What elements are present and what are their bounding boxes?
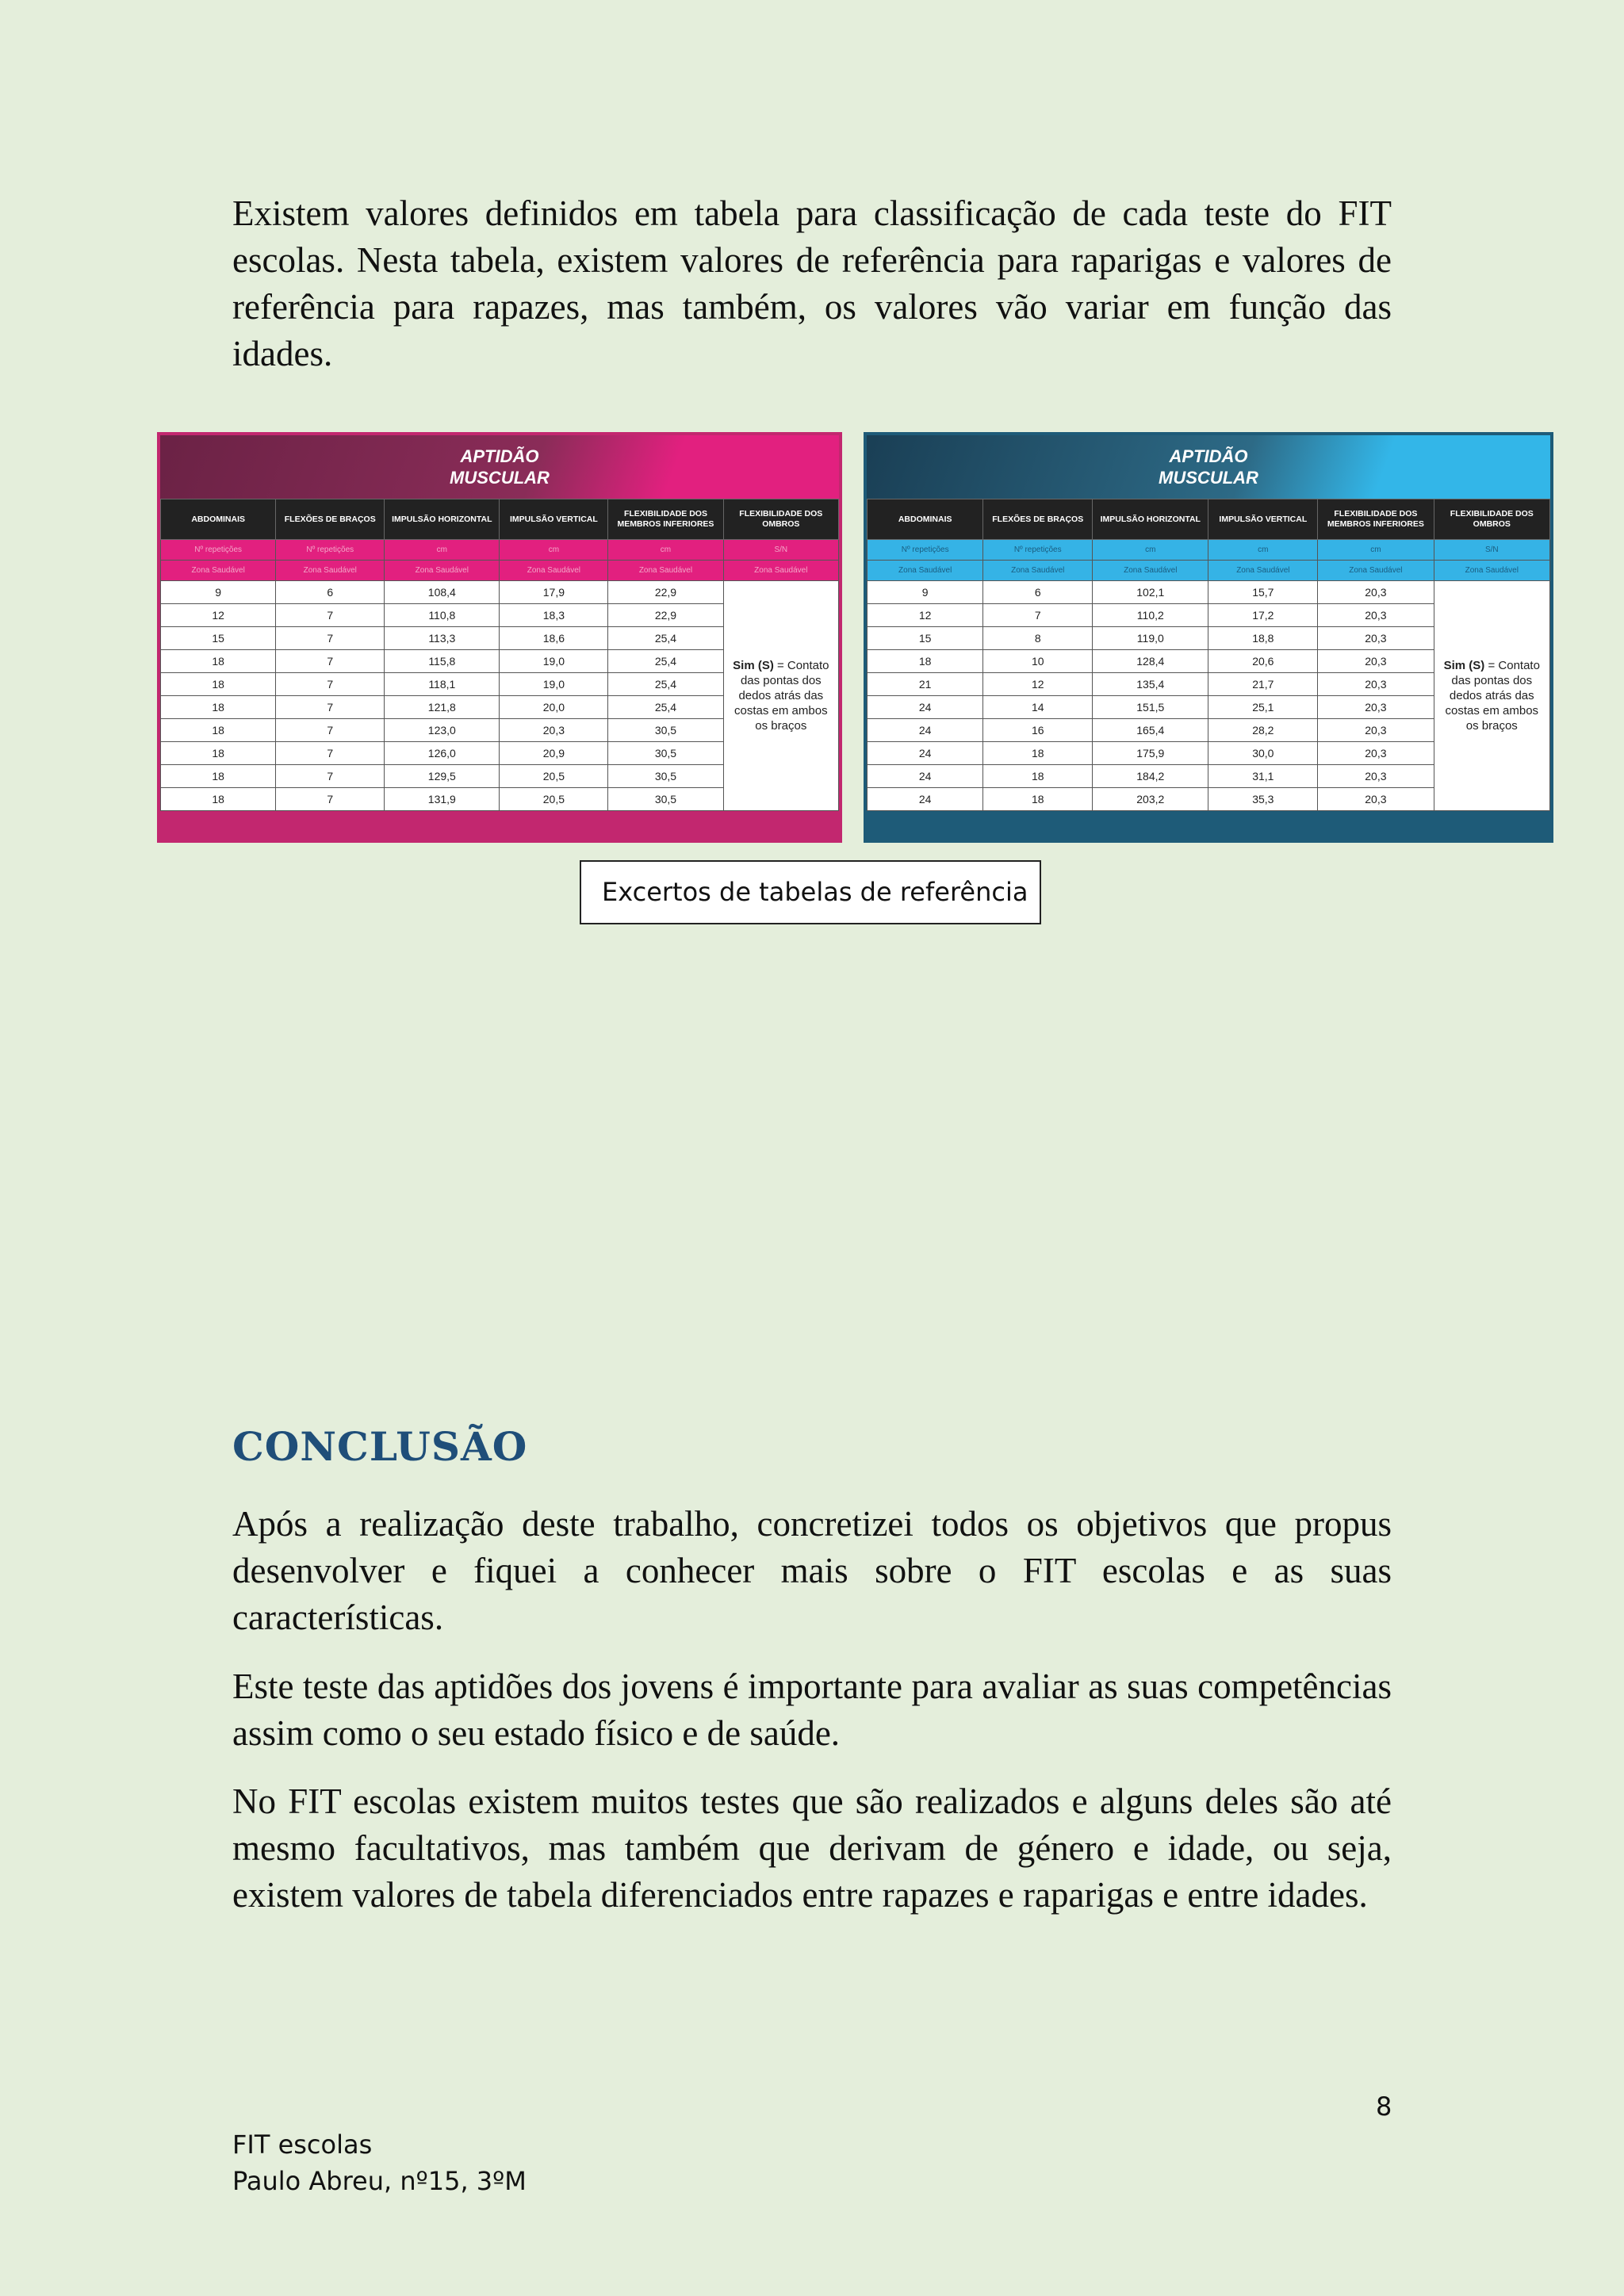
table-cell: 18: [161, 696, 276, 719]
zone-cell: Zona Saudável: [1093, 561, 1208, 581]
table-cell: 131,9: [385, 788, 500, 811]
table-cell: 7: [276, 788, 385, 811]
zone-cell: Zona Saudável: [723, 561, 838, 581]
unit-cell: S/N: [1434, 540, 1549, 561]
column-header: FLEXÕES DE BRAÇOS: [276, 499, 385, 540]
table-cell: 15: [868, 627, 983, 650]
column-header: FLEXIBILIDADE DOS MEMBROS INFERIORES: [1318, 499, 1434, 540]
table-cell: 12: [983, 673, 1093, 696]
reference-grid: [867, 499, 1550, 811]
table-cell: 123,0: [385, 719, 500, 742]
table-cell: 15: [161, 627, 276, 650]
table-cell: 31,1: [1208, 765, 1318, 788]
table-cell: 20,0: [500, 696, 608, 719]
table-cell: 19,0: [500, 650, 608, 673]
table-cell: 7: [276, 604, 385, 627]
table-cell: 7: [276, 627, 385, 650]
table-cell: 6: [983, 581, 1093, 604]
table-cell: 20,6: [1208, 650, 1318, 673]
table-cell: 24: [868, 742, 983, 765]
table-cell: 18: [161, 765, 276, 788]
table-cell: 16: [983, 719, 1093, 742]
footer-title: FIT escolas: [232, 2130, 373, 2160]
column-header: FLEXIBILIDADE DOS OMBROS: [1434, 499, 1549, 540]
table-cell: 135,4: [1093, 673, 1208, 696]
column-header: IMPULSÃO HORIZONTAL: [385, 499, 500, 540]
table-cell: 24: [868, 696, 983, 719]
table-cell: 7: [276, 696, 385, 719]
table-cell: 30,5: [608, 765, 723, 788]
table-cell: 8: [983, 627, 1093, 650]
zone-cell: Zona Saudável: [500, 561, 608, 581]
table-cell: 17,9: [500, 581, 608, 604]
table-cell: 108,4: [385, 581, 500, 604]
table-cell: 20,3: [1318, 627, 1434, 650]
table-cell: 20,3: [1318, 604, 1434, 627]
zone-cell: Zona Saudável: [868, 561, 983, 581]
table-cell: 28,2: [1208, 719, 1318, 742]
conclusion-paragraph: Após a realização deste trabalho, concretizei todos os objetivos que propus desenvolver e fiquei a conhecer mais sobre o FIT escolas e as suas características.: [232, 1504, 1392, 1637]
unit-cell: Nº repetições: [983, 540, 1093, 561]
table-cell: 165,4: [1093, 719, 1208, 742]
table-title: APTIDÃO MUSCULAR: [1159, 446, 1258, 488]
table-cell: 18: [868, 650, 983, 673]
zone-cell: Zona Saudável: [1434, 561, 1549, 581]
table-cell: 12: [868, 604, 983, 627]
note-bold: Sim (S): [733, 659, 774, 672]
unit-cell: cm: [1318, 540, 1434, 561]
section-heading: CONCLUSÃO: [232, 1423, 528, 1470]
shoulder-note-cell: [723, 581, 838, 811]
table-cell: 20,3: [1318, 742, 1434, 765]
zone-cell: Zona Saudável: [161, 561, 276, 581]
table-cell: 18: [161, 742, 276, 765]
column-header: FLEXIBILIDADE DOS OMBROS: [723, 499, 838, 540]
note-text: = Contato das pontas dos dedos atrás das costas em ambos os braços: [734, 659, 829, 733]
header-row: [161, 499, 839, 540]
note-bold: Sim (S): [1443, 659, 1485, 672]
table-cell: 113,3: [385, 627, 500, 650]
table-cell: 119,0: [1093, 627, 1208, 650]
table-cell: 18: [161, 673, 276, 696]
table-cell: 7: [276, 765, 385, 788]
zone-cell: Zona Saudável: [1318, 561, 1434, 581]
unit-cell: cm: [385, 540, 500, 561]
conclusion-paragraph: Este teste das aptidões dos jovens é importante para avaliar as suas competências assim como o seu estado físico e de saúde.: [232, 1667, 1392, 1753]
table-cell: 24: [868, 788, 983, 811]
zone-row: [161, 561, 839, 581]
zone-cell: Zona Saudável: [276, 561, 385, 581]
table-cell: 18: [983, 765, 1093, 788]
table-cell: 30,5: [608, 719, 723, 742]
table-cell: 30,5: [608, 788, 723, 811]
table-cell: 20,5: [500, 788, 608, 811]
table-cell: 20,3: [1318, 788, 1434, 811]
unit-cell: S/N: [723, 540, 838, 561]
table-cell: 30,0: [1208, 742, 1318, 765]
table-cell: 20,3: [1318, 719, 1434, 742]
table-cell: 203,2: [1093, 788, 1208, 811]
reference-table-boys: [864, 432, 1553, 843]
unit-row: [868, 540, 1550, 561]
table-cell: 25,1: [1208, 696, 1318, 719]
table-title-band: [160, 435, 839, 499]
table-cell: 20,3: [1318, 581, 1434, 604]
table-cell: 15,7: [1208, 581, 1318, 604]
table-cell: 184,2: [1093, 765, 1208, 788]
table-cell: 126,0: [385, 742, 500, 765]
shoulder-note-cell: [1434, 581, 1549, 811]
table-cell: 18,3: [500, 604, 608, 627]
table-cell: 7: [276, 650, 385, 673]
table-cell: 18,6: [500, 627, 608, 650]
table-cell: 21: [868, 673, 983, 696]
table-cell: 22,9: [608, 604, 723, 627]
table-cell: 129,5: [385, 765, 500, 788]
footer-author: Paulo Abreu, nº15, 3ºM: [232, 2166, 527, 2196]
table-cell: 118,1: [385, 673, 500, 696]
unit-cell: cm: [500, 540, 608, 561]
table-cell: 18,8: [1208, 627, 1318, 650]
table-cell: 17,2: [1208, 604, 1318, 627]
page-number: 8: [1376, 2091, 1392, 2122]
table-cell: 6: [276, 581, 385, 604]
table-title-band: [867, 435, 1550, 499]
figure-caption: Excertos de tabelas de referência: [580, 860, 1041, 924]
table-cell: 110,8: [385, 604, 500, 627]
table-cell: 25,4: [608, 696, 723, 719]
table-cell: 25,4: [608, 627, 723, 650]
table-cell: 25,4: [608, 673, 723, 696]
table-cell: 12: [161, 604, 276, 627]
zone-cell: Zona Saudável: [983, 561, 1093, 581]
table-cell: 121,8: [385, 696, 500, 719]
unit-cell: Nº repetições: [161, 540, 276, 561]
column-header: IMPULSÃO HORIZONTAL: [1093, 499, 1208, 540]
table-cell: 21,7: [1208, 673, 1318, 696]
table-cell: 19,0: [500, 673, 608, 696]
table-cell: 102,1: [1093, 581, 1208, 604]
intro-paragraph: Existem valores definidos em tabela para classificação de cada teste do FIT escolas. Nesta tabela, existem valores de referência para raparigas e valores de referência para rapazes, mas também, os valores vão variar em função das idades.: [232, 193, 1392, 373]
conclusion-paragraph: No FIT escolas existem muitos testes que são realizados e alguns deles são até mesmo facultativos, mas também que derivam de género e idade, ou seja, existem valores de tabela diferenciados entre rapazes e raparigas e entre idades.: [232, 1781, 1392, 1915]
table-cell: 14: [983, 696, 1093, 719]
unit-cell: Nº repetições: [276, 540, 385, 561]
column-header: IMPULSÃO VERTICAL: [500, 499, 608, 540]
table-row: [868, 581, 1550, 604]
table-cell: 35,3: [1208, 788, 1318, 811]
table-cell: 20,9: [500, 742, 608, 765]
table-cell: 20,3: [500, 719, 608, 742]
zone-cell: Zona Saudável: [1208, 561, 1318, 581]
table-title: APTIDÃO MUSCULAR: [450, 446, 550, 488]
table-cell: 18: [983, 788, 1093, 811]
table-cell: 7: [983, 604, 1093, 627]
table-cell: 20,3: [1318, 650, 1434, 673]
table-cell: 24: [868, 765, 983, 788]
table-cell: 18: [161, 650, 276, 673]
table-cell: 128,4: [1093, 650, 1208, 673]
table-cell: 25,4: [608, 650, 723, 673]
table-cell: 7: [276, 742, 385, 765]
table-cell: 20,5: [500, 765, 608, 788]
column-header: ABDOMINAIS: [868, 499, 983, 540]
table-cell: 9: [868, 581, 983, 604]
table-cell: 18: [161, 719, 276, 742]
column-header: IMPULSÃO VERTICAL: [1208, 499, 1318, 540]
table-cell: 20,3: [1318, 673, 1434, 696]
table-cell: 10: [983, 650, 1093, 673]
column-header: ABDOMINAIS: [161, 499, 276, 540]
unit-row: [161, 540, 839, 561]
table-cell: 7: [276, 719, 385, 742]
unit-cell: cm: [608, 540, 723, 561]
table-cell: 9: [161, 581, 276, 604]
zone-row: [868, 561, 1550, 581]
table-cell: 24: [868, 719, 983, 742]
reference-grid: [160, 499, 839, 811]
reference-table-girls: [157, 432, 842, 843]
table-cell: 22,9: [608, 581, 723, 604]
table-cell: 7: [276, 673, 385, 696]
unit-cell: Nº repetições: [868, 540, 983, 561]
table-row: [161, 581, 839, 604]
zone-cell: Zona Saudável: [385, 561, 500, 581]
header-row: [868, 499, 1550, 540]
table-cell: 20,3: [1318, 696, 1434, 719]
column-header: FLEXÕES DE BRAÇOS: [983, 499, 1093, 540]
table-cell: 175,9: [1093, 742, 1208, 765]
unit-cell: cm: [1093, 540, 1208, 561]
table-cell: 151,5: [1093, 696, 1208, 719]
note-text: = Contato das pontas dos dedos atrás das costas em ambos os braços: [1445, 659, 1540, 733]
column-header: FLEXIBILIDADE DOS MEMBROS INFERIORES: [608, 499, 723, 540]
zone-cell: Zona Saudável: [608, 561, 723, 581]
unit-cell: cm: [1208, 540, 1318, 561]
table-cell: 115,8: [385, 650, 500, 673]
table-cell: 110,2: [1093, 604, 1208, 627]
table-cell: 30,5: [608, 742, 723, 765]
table-cell: 20,3: [1318, 765, 1434, 788]
table-cell: 18: [161, 788, 276, 811]
table-cell: 18: [983, 742, 1093, 765]
